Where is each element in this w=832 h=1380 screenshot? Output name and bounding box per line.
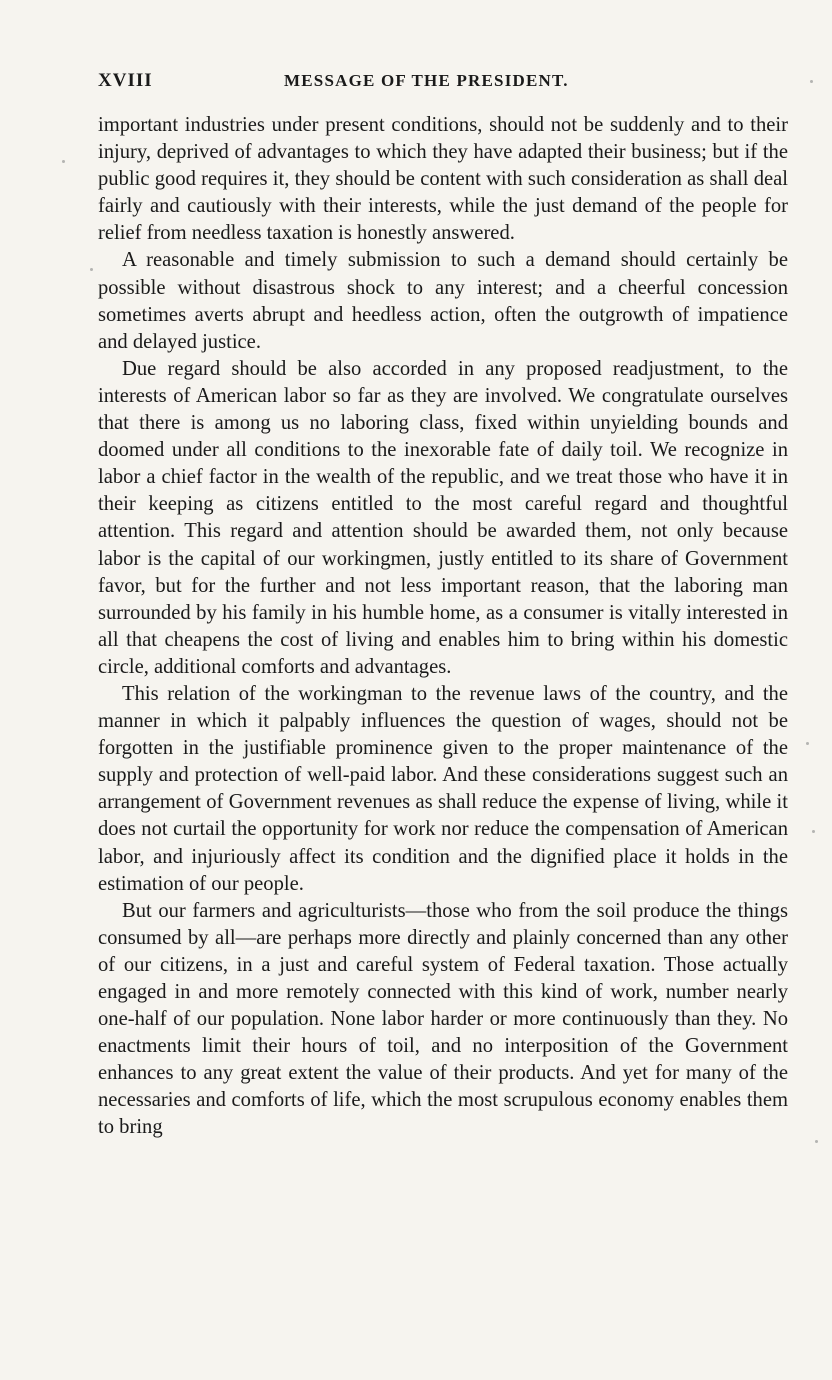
paragraph: This relation of the workingman to the revenue laws of the country, and the manner in which it palpably influences the question of wages, should not be forgotten in the justifiable prominence given to the proper maintenance of the supply and protection of well-paid labor. And these considerations suggest such an arrangement of Government revenues as shall reduce the expense of living, while it does not curtail the opportunity for work nor reduce the compensation of American labor, and injuriously affect its condition and the dignified place it holds in the estimation of our people. xyxy=(98,682,788,895)
paragraph: But our farmers and agriculturists—those who from the soil produce the things consumed by all—are perhaps more directly and plainly concerned than any other of our citizens, in a just and careful system of Federal taxation. Those actually engaged in and more remotely connected with this kind of work, number nearly one-half of our population. None labor harder or more continuously than they. No enactments limit their hours of toil, and no interposition of the Government enhances to any great extent the value of their products. And yet for many of the necessaries and comforts of life, which the most scrupulous economy enables them to bring xyxy=(98,899,788,1139)
running-head xyxy=(98,70,788,100)
paragraph: A reasonable and timely submission to such a demand should certainly be possible without disastrous shock to any interest; and a cheerful concession sometimes averts abrupt and heedless action, often the outgrowth of impatience and delayed justice. xyxy=(98,249,788,353)
paragraph: Due regard should be also accorded in any proposed readjustment, to the interests of American labor so far as they are involved. We congratulate ourselves that there is among us no laboring class, fixed within unyielding bounds and doomed under all conditions to the inexorable fate of daily toil. We recognize in labor a chief factor in the wealth of the republic, and we treat those who have it in their keeping as citizens entitled to the most careful regard and thoughtful attention. This regard and attention should be awarded them, not only because labor is the capital of our workingmen, justly entitled to its share of Government favor, but for the further and not less important reason, that the laboring man surrounded by his family in his humble home, as a consumer is vitally interested in all that cheapens the cost of living and enables him to bring within his domestic circle, additional comforts and advantages. xyxy=(98,357,788,678)
paper-speck xyxy=(806,742,809,745)
paper-speck xyxy=(815,1140,818,1143)
paper-speck xyxy=(90,268,93,271)
paper-speck xyxy=(62,160,65,163)
page-number: XVIII xyxy=(98,70,153,91)
page-title: MESSAGE OF THE PRESIDENT. xyxy=(284,71,569,90)
paper-speck xyxy=(810,80,813,83)
paper-speck xyxy=(812,830,815,833)
paragraph-continued: important industries under present conditions, should not be suddenly and to their injury, deprived of advantages to which they have adapted their business; but if the public good requires it, they should be content with such consideration as shall deal fairly and cautiously with their interests, while the just demand of the people for relief from needless taxation is honestly answered. xyxy=(98,114,788,245)
body-text xyxy=(98,112,788,1142)
